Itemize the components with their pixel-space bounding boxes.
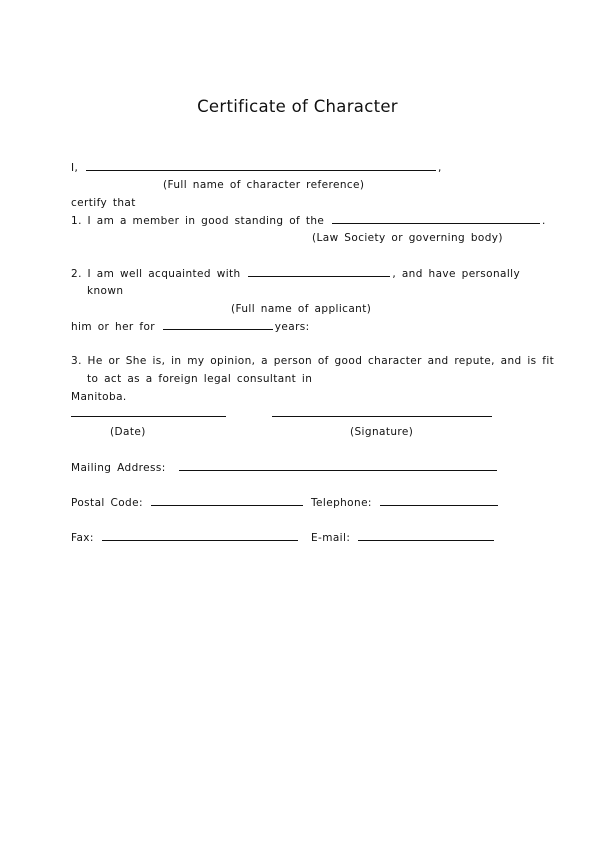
reference-caption: (Full name of character reference) (163, 179, 365, 191)
fax-label: Fax: (71, 532, 94, 544)
email-blank[interactable] (358, 530, 494, 541)
years-blank[interactable] (163, 319, 273, 330)
postal-code-label: Postal Code: (71, 497, 143, 509)
item-1-text: 1. I am a member in good standing of the (71, 215, 325, 227)
certify-text: certify that (71, 197, 136, 209)
fax-row (71, 530, 300, 545)
reference-line (71, 160, 442, 175)
item-1-suffix: . (542, 215, 546, 227)
telephone-blank[interactable] (380, 495, 498, 506)
item-2-line (71, 266, 520, 281)
years-line (71, 319, 310, 334)
governing-body-blank[interactable] (332, 213, 540, 224)
signature-blank[interactable] (272, 406, 492, 417)
telephone-row (311, 495, 500, 510)
applicant-caption: (Full name of applicant) (231, 303, 372, 315)
date-caption: (Date) (110, 426, 146, 438)
years-prefix: him or her for (71, 321, 156, 333)
date-blank[interactable] (71, 406, 226, 417)
item-1-line (71, 213, 546, 228)
item-3-line-3: Manitoba. (71, 391, 127, 403)
postal-code-row (71, 495, 305, 510)
applicant-name-blank[interactable] (248, 266, 390, 277)
reference-prefix: I, (71, 162, 79, 174)
years-suffix: years: (274, 321, 310, 333)
mailing-address-label: Mailing Address: (71, 462, 166, 474)
item-2-text: 2. I am well acquainted with (71, 268, 241, 280)
society-caption: (Law Society or governing body) (312, 232, 503, 244)
fax-blank[interactable] (102, 530, 298, 541)
item-2-continuation: known (87, 285, 124, 297)
item-3-line-2: to act as a foreign legal consultant in (87, 373, 313, 385)
telephone-label: Telephone: (311, 497, 372, 509)
email-row (311, 530, 496, 545)
email-label: E-mail: (311, 532, 351, 544)
document-title: Certificate of Character (197, 97, 398, 116)
signature-caption: (Signature) (350, 426, 414, 438)
reference-name-blank[interactable] (86, 160, 436, 171)
mailing-address-blank[interactable] (179, 460, 497, 471)
item-3-line-1: 3. He or She is, in my opinion, a person of good character and repute, and is fit (71, 355, 555, 367)
postal-code-blank[interactable] (151, 495, 303, 506)
mailing-address-row (71, 460, 499, 475)
reference-suffix: , (437, 162, 442, 174)
item-2-after: , and have personally (392, 268, 521, 280)
